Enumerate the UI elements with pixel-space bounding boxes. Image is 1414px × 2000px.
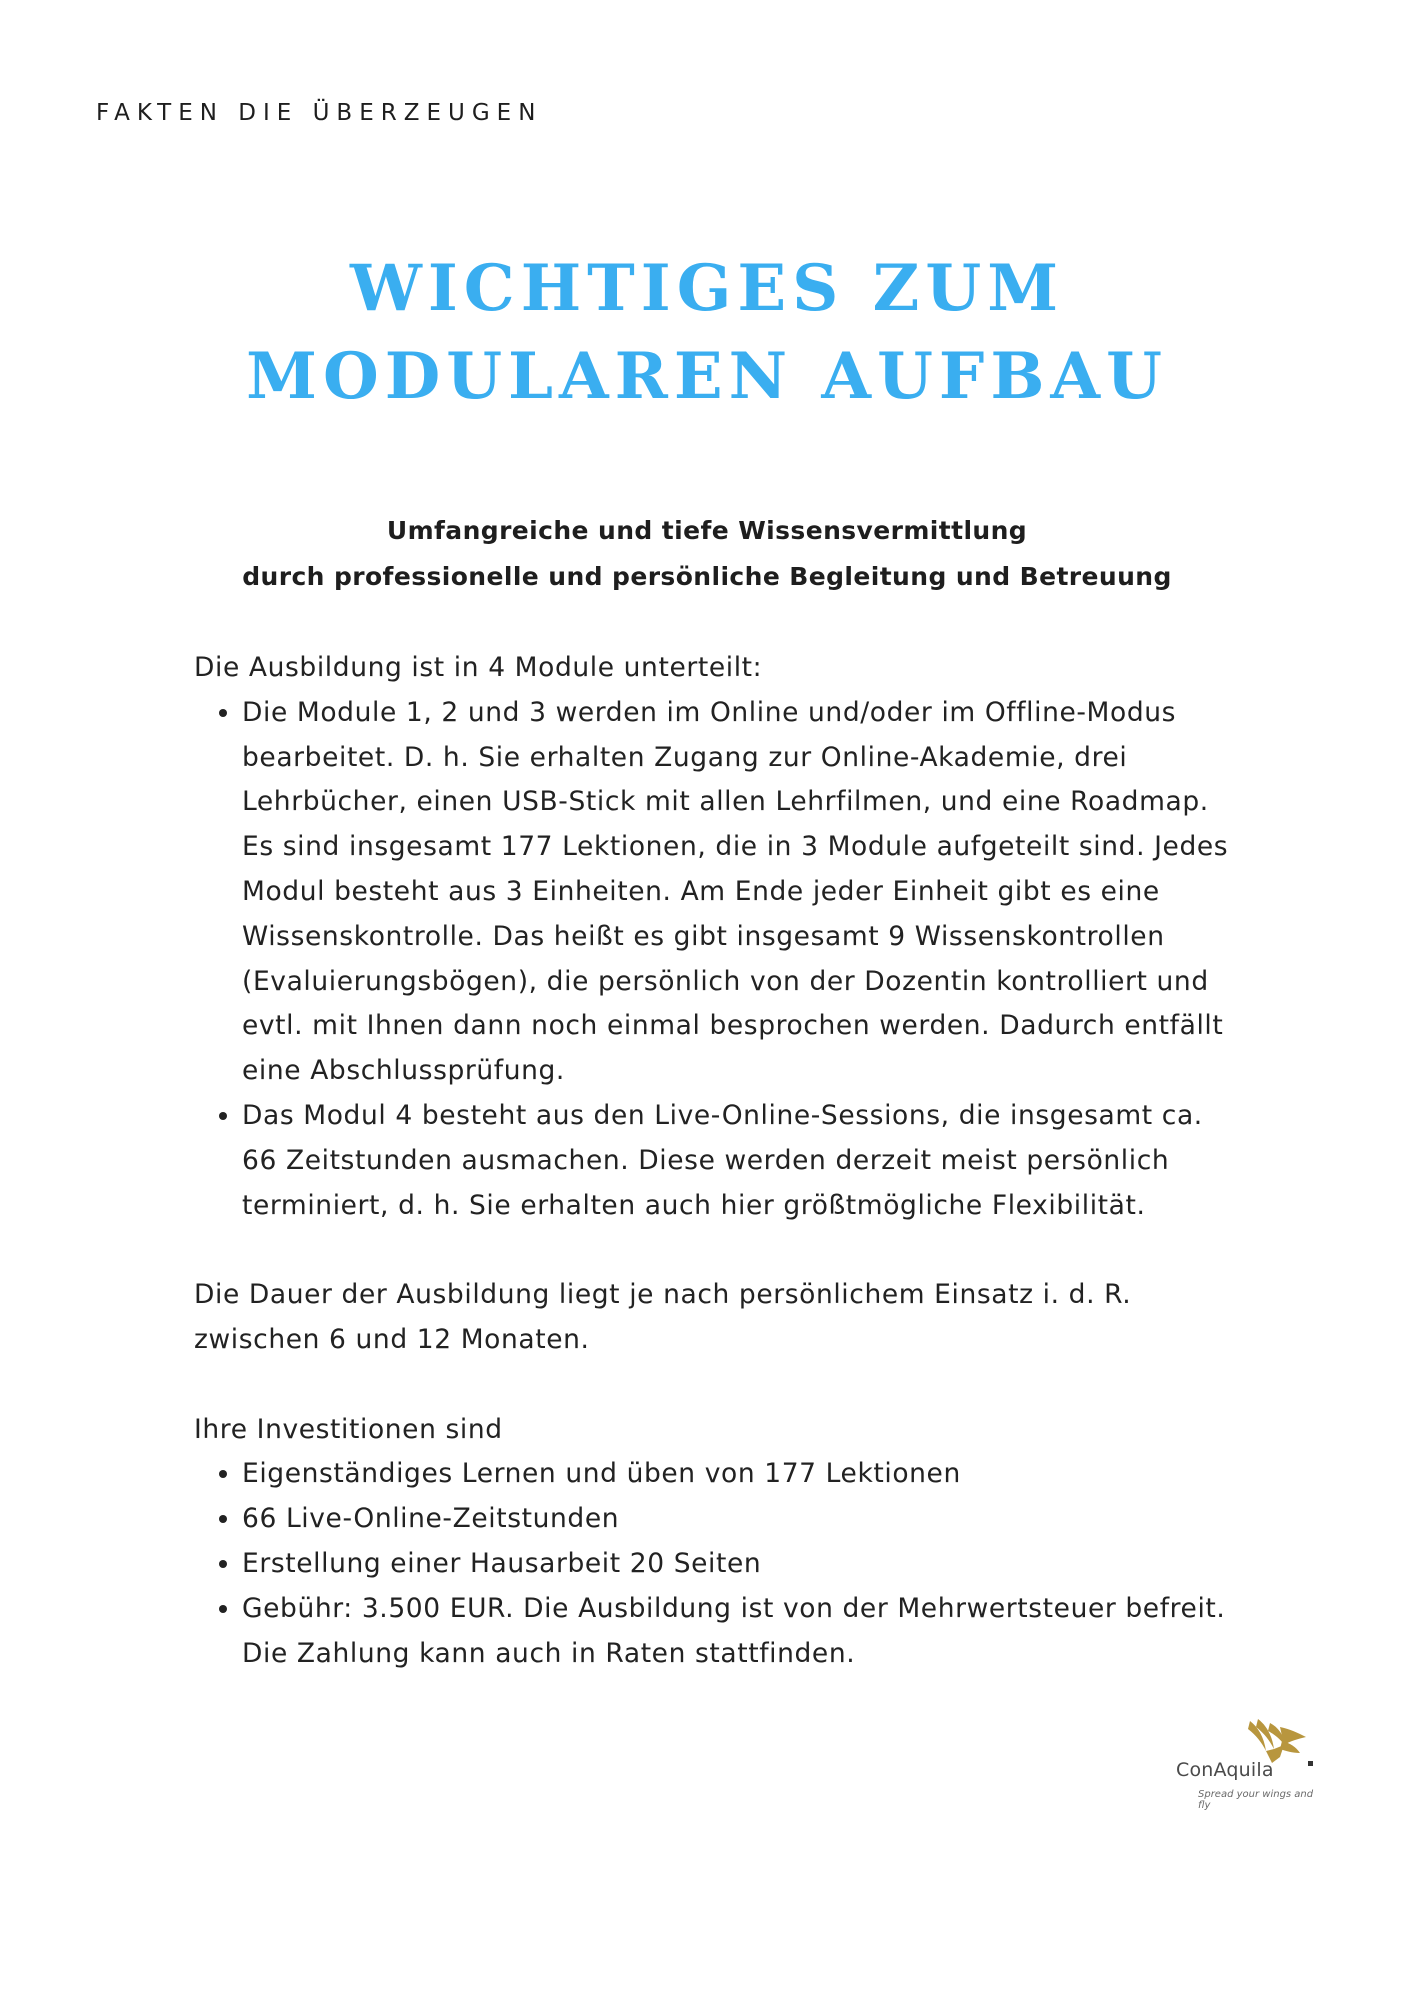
logo-name: ConAquila <box>1176 1759 1274 1781</box>
logo-tagline: Spread your wings and fly <box>1198 1789 1314 1811</box>
investments-list <box>194 1452 1244 1676</box>
list-item: • Erstellung einer Hausarbeit 20 Seiten <box>242 1542 1244 1587</box>
subtitle <box>0 508 1414 600</box>
modules-intro: Die Ausbildung ist in 4 Module unterteilt: <box>194 652 763 683</box>
page-title <box>0 245 1414 421</box>
list-item: • Eigenständiges Lernen und üben von 177 Lektionen <box>242 1452 1244 1497</box>
list-item: • 66 Live-Online-Zeitstunden <box>242 1497 1244 1542</box>
title-line-2: MODULAREN AUFBAU <box>246 339 1168 414</box>
kicker-heading: FAKTEN DIE ÜBERZEUGEN <box>96 100 543 126</box>
subtitle-line-2: durch professionelle und persönliche Begleitung und Betreuung <box>242 562 1172 591</box>
list-item: • Gebühr: 3.500 EUR. Die Ausbildung ist von der Mehrwertsteuer befreit. Die Zahlung kann auch in Raten stattfinden. <box>242 1587 1244 1677</box>
title-line-1: WICHTIGES ZUM <box>349 251 1065 326</box>
conaquila-logo <box>1176 1717 1326 1811</box>
duration-text: Die Dauer der Ausbildung liegt je nach persönlichem Einsatz i. d. R. zwischen 6 und 12 Monaten. <box>194 1279 1132 1355</box>
modules-list <box>194 691 1244 1229</box>
investments-intro: Ihre Investitionen sind <box>194 1413 503 1445</box>
subtitle-line-1: Umfangreiche und tiefe Wissensvermittlung <box>386 516 1028 545</box>
body-text <box>194 646 1244 1676</box>
list-item: • Das Modul 4 besteht aus den Live-Online-Sessions, die insgesamt ca. 66 Zeitstunden ausmachen. Diese werden derzeit meist persönlich terminiert, d. h. Sie erhalten auch hier größtmögliche Flexibilität. <box>242 1094 1244 1228</box>
list-item: • Die Module 1, 2 und 3 werden im Online und/oder im Offline-Modus bearbeitet. D. h. Sie erhalten Zugang zur Online-Akademie, drei Lehrbücher, einen USB-Stick mit allen Lehrfilmen, und eine Roadmap. Es sind insgesamt 177 Lektionen, die in 3 Module aufgeteilt sind. Jedes Modul besteht aus 3 Einheiten. Am Ende jeder Einheit gibt es eine Wissenskontrolle. Das heißt es gibt insgesamt 9 Wissenskontrollen (Evaluierungsbögen), die persönlich von der Dozentin kontrolliert und evtl. mit Ihnen dann noch einmal besprochen werden. Dadurch entfällt eine Abschlussprüfung. <box>242 691 1244 1094</box>
